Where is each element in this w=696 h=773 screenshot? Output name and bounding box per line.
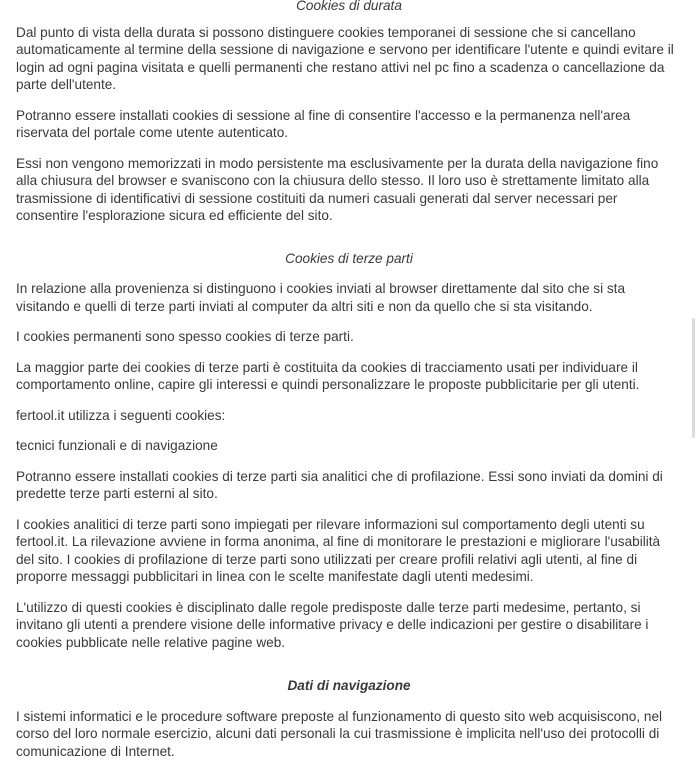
paragraph: I cookies analitici di terze parti sono impiegati per rilevare informazioni sul comportamento degli utenti su fertool.it. La rilevazione avviene in forma anonima, al fine di monitorare le prestazioni e migliorare l'usabilità del sito. I cookies di profilazione di terze parti sono utilizzati per creare profili relativi agli utenti, al fine di proporre messaggi pubblicitari in linea con le scelte manifestate dagli utenti medesimi. [16,516,661,584]
heading-dati-navigazione: Dati di navigazione [287,678,411,693]
section-cookies-terze-parti [16,250,674,652]
section-cookies-durata [16,0,674,225]
heading-cookies-terze-parti: Cookies di terze parti [285,250,413,266]
vertical-scrollbar[interactable] [690,0,696,760]
paragraph: Potranno essere installati cookies di terze parti sia analitici che di profilazione. Essi sono inviati da domini di predette terze parti esterni al sito. [16,468,663,501]
paragraph: La maggior parte dei cookies di terze parti è costituita da cookies di tracciamento usati per individuare il comportamento online, capire gli interessi e quindi personalizzare le proposte pubblicitarie per gli utenti. [16,359,640,392]
heading-cookies-durata: Cookies di durata [296,0,402,13]
paragraph: L'utilizzo di questi cookies è disciplinato dalle regole predisposte dalle terze parti medesime, pertanto, si invitano gli utenti a prendere visione delle informative privacy e delle indicazioni per gestire o disabilitare i cookies pubblicate nelle relative pagine web. [16,599,649,650]
paragraph: Dal punto di vista della durata si possono distinguere cookies temporanei di sessione che si cancellano automaticamente al termine della sessione di navigazione e servono per identificare l'utente e quindi evitare il login ad ogni pagina visitata e quelli permanenti che restano attivi nel pc fino a scadenza o cancellazione da parte dell'utente. [16,24,674,92]
paragraph: tecnici funzionali e di navigazione [16,438,218,453]
paragraph: I cookies permanenti sono spesso cookies di terze parti. [16,329,354,344]
scrollbar-thumb[interactable] [692,318,695,438]
paragraph: I sistemi informatici e le procedure software preposte al funzionamento di questo sito web acquisiscono, nel corso del loro normale esercizio, alcuni dati personali la cui trasmissione è implicita nell'uso dei protocolli di comunicazione di Internet. [16,708,663,759]
paragraph: Essi non vengono memorizzati in modo persistente ma esclusivamente per la durata della navigazione fino alla chiusura del browser e svaniscono con la chiusura dello stesso. Il loro uso è strettamente limitato alla trasmissione di identificativi di sessione costituiti da numeri casuali generati dal server necessari per consentire l'esplorazione sicura ed efficiente del sito. [16,155,659,223]
paragraph: fertool.it utilizza i seguenti cookies: [16,407,226,423]
section-dati-navigazione [16,677,674,760]
paragraph: Potranno essere installati cookies di sessione al fine di consentire l'accesso e la permanenza nell'area riservata del portale come utente autenticato. [16,107,631,140]
paragraph: In relazione alla provenienza si distinguono i cookies inviati al browser direttamente dal sito che si sta visitando e quelli di terze parti inviati al computer da altri siti e non da quello che si sta visitando. [16,281,626,314]
